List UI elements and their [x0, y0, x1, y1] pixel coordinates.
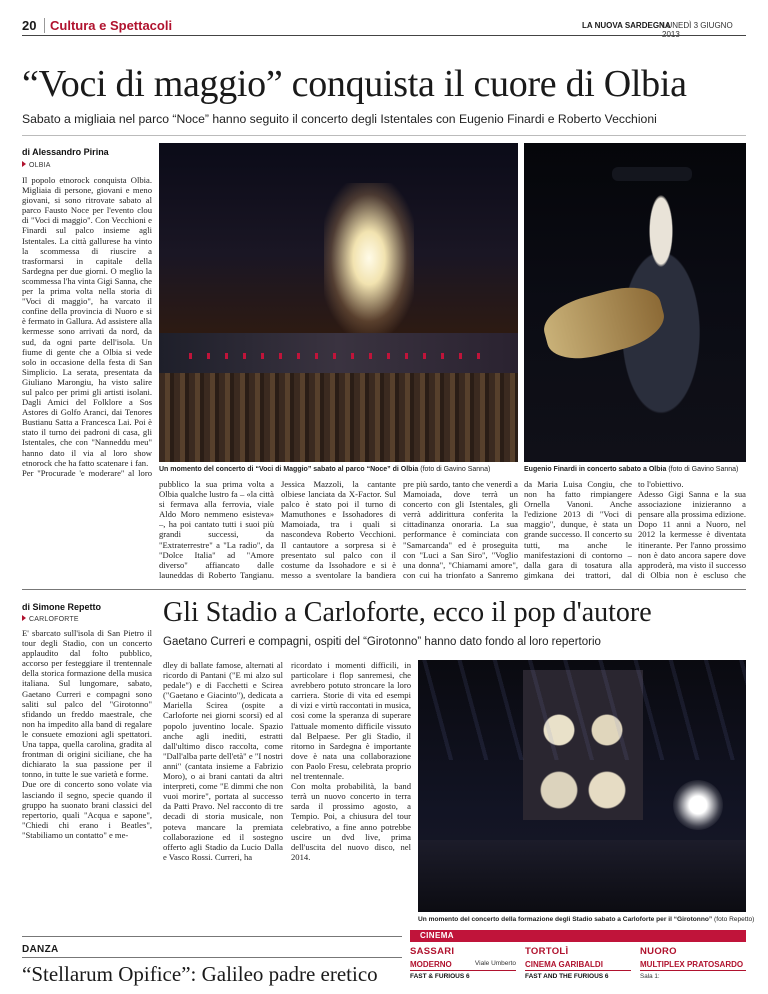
- page-header: [22, 18, 746, 34]
- film-title: FAST & FURIOUS 6: [410, 973, 470, 980]
- article1-col5: da Maria Luisa Congiu, che non ha fatto rimpiangere Ornella Vanoni. Anche l'edizione 2013 di "Voci di maggio", dunque, è stata un grande successo. Il concerto su tutti, ma anche le manifestazioni di contorno – dalla gara di tosatura alla gimkana dei trattori, dal: [524, 479, 632, 580]
- cinema-multiplex: MULTIPLEX PRATOSARDO: [640, 960, 746, 971]
- article1-subtitle: Sabato a migliaia nel parco “Noce” hanno seguito il concerto degli Istentales con Eugenio Finardi e Roberto Vecchioni: [22, 112, 657, 126]
- article1-caption2: [524, 466, 746, 473]
- cinema-col-sassari: [410, 946, 516, 981]
- stadio-band-photo: [418, 660, 746, 912]
- concert-crowd-photo: [159, 143, 518, 462]
- article1-caption1: [159, 466, 518, 473]
- article2-col3: ricordato i momenti difficili, in particolare i flop sanremesi, che avrebbero potuto stroncare la loro carriera. Storie di vita ed esempi di vizi e virtù raccontati in musica, così come la speranza di superare l'attuale momento difficile vissuto dal Belpaese. Per gli Stadio, il ritorno in Sardegna è importante dove è nata una collaborazione con Paolo Fresu, celebrata proprio nel trentennale. Con molta probabilità, la band terrà un nuovo concerto in terra sarda il prossimo agosto, a Tempio. Poi, a chiusura del tour celebrativo, a fine anno potrebbe uscire un dvd live, prima dell'uscita del nuovo disco, nel 2014.: [291, 660, 411, 862]
- finardi-guitar-photo: [524, 143, 746, 462]
- film-title: FAST AND THE FURIOUS 6: [525, 973, 609, 980]
- article1-col2: pubblico la sua prima volta a Olbia qualche lustro fa – «la città si fermava alla ferrovia, viale Aldo Moro nemmeno esisteva» –, ha poi cantato tutti i suoi più grandi successi, da "Extraterrestre" a "La radio", da "Dolce Italia" ad "Amore diverso" affiancato dalle launeddas di Roberto Tangianu.: [159, 479, 274, 580]
- article1-col3: Jessica Mazzoli, la cantante olbiese lanciata da X-Factor. Sul palco è stato poi il turno di Mamuthones e Issohadores di Mamoiada, tra i quali si nascondeva Roberto Vecchioni. Il cantautore a sorpresa si è presentato sul palco con il costume da Issohadore e si è messo a sventolare la bandiera: [281, 479, 396, 580]
- caption1-credit: (foto di Gavino Sanna): [420, 466, 491, 473]
- article2-col1: E' sbarcato sull'isola di San Pietro il tour degli Stadio, con un concerto applaudito dal folto pubblico, accorso per festeggiare il trentennale della storica formazione della musica italiana. Sul lungomare, sabato, Gaetano Curreri e compagni sono saliti sul palco del "Girotonno" sfidando un freddo maestrale, che non ha impedito alla band di regalare le consuete emozioni agli spettatori. Una tappa, quella carolina, gradita al frontman di origini siciliane, che ha dichiarato la sua passione per il tonno, in tutte le sue varietà e forme. Due ore di concerto sono volate via lasciando il segno, specie quando il gruppo ha suonato brani classici del repertorio, quali "Acqua e sapone", "Chiedi chi erano i Beatles", "Stabiliamo un contatto" e me-: [22, 628, 152, 840]
- article1-author: di Alessandro Pirina: [22, 147, 109, 157]
- stage-light-beams: [418, 660, 746, 760]
- article2-author: di Simone Repetto: [22, 602, 102, 612]
- article2-title: Gli Stadio a Carloforte, ecco il pop d'autore: [163, 597, 652, 628]
- article2-place: CARLOFORTE: [22, 615, 79, 623]
- caption1-text: Un momento del concerto di “Voci di Maggio” sabato al parco “Noce” di Olbia: [159, 466, 419, 473]
- article2-caption: [418, 916, 755, 923]
- article1-col6: to l'obiettivo. Adesso Gigi Sanna e la sua associazione inizieranno a pensare alla prossima edizione. Dopo 11 anni a Nuoro, nel 2012 la kermesse è diventata itinerante. Per l'anno prossimo non è dato ancora sapere dove approderà, ma visto il successo di Olbia non è escluso che: [638, 479, 746, 580]
- article1-title: “Voci di maggio” conquista il cuore di Olbia: [22, 63, 687, 105]
- section-title: Cultura e Spettacoli: [50, 18, 173, 33]
- header-rule: [22, 35, 746, 36]
- article1-end-rule: [22, 589, 746, 590]
- sala-label: Sala 1:: [640, 973, 660, 980]
- stage-light-glow: [324, 183, 414, 333]
- cinema-garibaldi: CINEMA GARIBALDI: [525, 960, 631, 971]
- cinema-city-nuoro: NUORO: [640, 946, 677, 957]
- article2-end-rule: [22, 936, 402, 937]
- red-stage-lights: [189, 353, 489, 359]
- cinema-city-tortoli: TORTOLÌ: [525, 946, 569, 957]
- article1-subtitle-rule: [22, 135, 746, 136]
- caption2-credit: (foto di Gavino Sanna): [668, 466, 739, 473]
- article1-place: OLBIA: [22, 161, 51, 169]
- cinema-city-sassari: SASSARI: [410, 946, 455, 957]
- newspaper-name: LA NUOVA SARDEGNA: [582, 21, 671, 30]
- article2-caption-credit: (foto Repetto): [714, 916, 755, 923]
- page-date: LUNEDÌ 3 GIUGNO: [662, 21, 733, 30]
- article2-col2: dley di ballate famose, alternati al ricordo di Pantani ("E mi alzo sul pedale") e di Facchetti e Scirea ("Gaetano e Giacinto"), dedicata a Mariella Scirea (ospite a Carloforte nei giorni scorsi) ed al popolo juventino locale. Spazio anche agli inediti, estratti dall'ultimo disco raccolta, come "Dall'alba parte dell'età" e "I nostri anni" (cantata insieme a Fabrizio Moro), o ai brani cantati da altri interpreti, come "E dimmi che non vuoi morire", portata al successo da Patti Pravo. Nel racconto di tre decadi di storia musicale, non poteva mancare la premiata collaborazione ed il sostegno offerto agli Stadio da Lucio Dalla e Vasco Rossi. Curreri, ha: [163, 660, 283, 862]
- article1-col1: Il popolo etnorock conquista Olbia. Migliaia di persone, giovani e meno giovani, si sono ritrovate sabato al parco Fausto Noce per l'evento clou di "Voci di maggio". Con Vecchioni e Finardi sul palco insieme agli Istentales. La città gallurese ha vinto la scommessa di riuscire a trasformarsi in capitale della Sardegna per due giorni. O meglio la scommessa l'ha vinta Gigi Sanna, che per la prima volta nella storia di "Voci di maggio", ha varcato il confine della provincia di Nuoro e si è fermato in Gallura. Ad assistere alla kermesse sono arrivati da nord, da sud, da ogni parte dell'isola. Un fiume di gente che a Olbia si vede solo in occasione della festa di San Simplicio. La serata, presentata da Giuliano Marongiu, ha visto salire sul palco per primi gli artisti isolani. Dagli Amici del Folklore a Sos Astores di Golfo Aranci, dai Tenores Bustianu Satta a Francesca Lai. Poi è stato il turno dei padroni di casa, gli Istentales, che con "Nanneddu meu" hanno dato il via al loro show etnorock che ha fatto scatenare i fan. Per "Procurade 'e moderare" al loro: [22, 175, 152, 477]
- cinema-listings: [410, 946, 746, 994]
- article2-caption-text: Un momento del concerto della formazione degli Stadio sabato a Carloforte per il “Girotonno”: [418, 916, 713, 923]
- article2-subtitle: Gaetano Curreri e compagni, ospiti del “Girotonno” hanno dato fondo al loro repertorio: [163, 636, 601, 648]
- cinema-moderno: Viale Umberto MODERNO: [410, 960, 516, 969]
- band-silhouettes: [418, 840, 746, 912]
- article3-kicker: DANZA: [22, 944, 59, 955]
- crowd-silhouette: [159, 373, 518, 462]
- article1-col4: pre più sardo, tanto che venerdì a Mamoiada, dove terrà un concerto con gli Istentales, gli verrà addirittura conferita la cittadinanza onoraria. La sua performance è cominciata con "Samarcanda" ed è proseguita con "Luci a San Siro", "Voglio una donna", "Chiamami amore", con cui ha trionfato a Sanremo: [403, 479, 518, 580]
- cinema-header-bar: [410, 930, 746, 942]
- page-number: 20: [22, 18, 37, 33]
- cinema-col-tortoli: [525, 946, 631, 981]
- article3-kicker-rule: [22, 957, 402, 958]
- spotlight-right: [673, 780, 723, 830]
- caption2-text: Eugenio Finardi in concerto sabato a Olbia: [524, 466, 667, 473]
- header-divider: [44, 18, 45, 33]
- cinema-col-nuoro: [640, 946, 746, 981]
- article3-title: “Stellarum Opifice”: Galileo padre eretico: [22, 962, 378, 986]
- performer-hat: [612, 167, 692, 181]
- cinema-header-label: CINEMA: [420, 931, 454, 940]
